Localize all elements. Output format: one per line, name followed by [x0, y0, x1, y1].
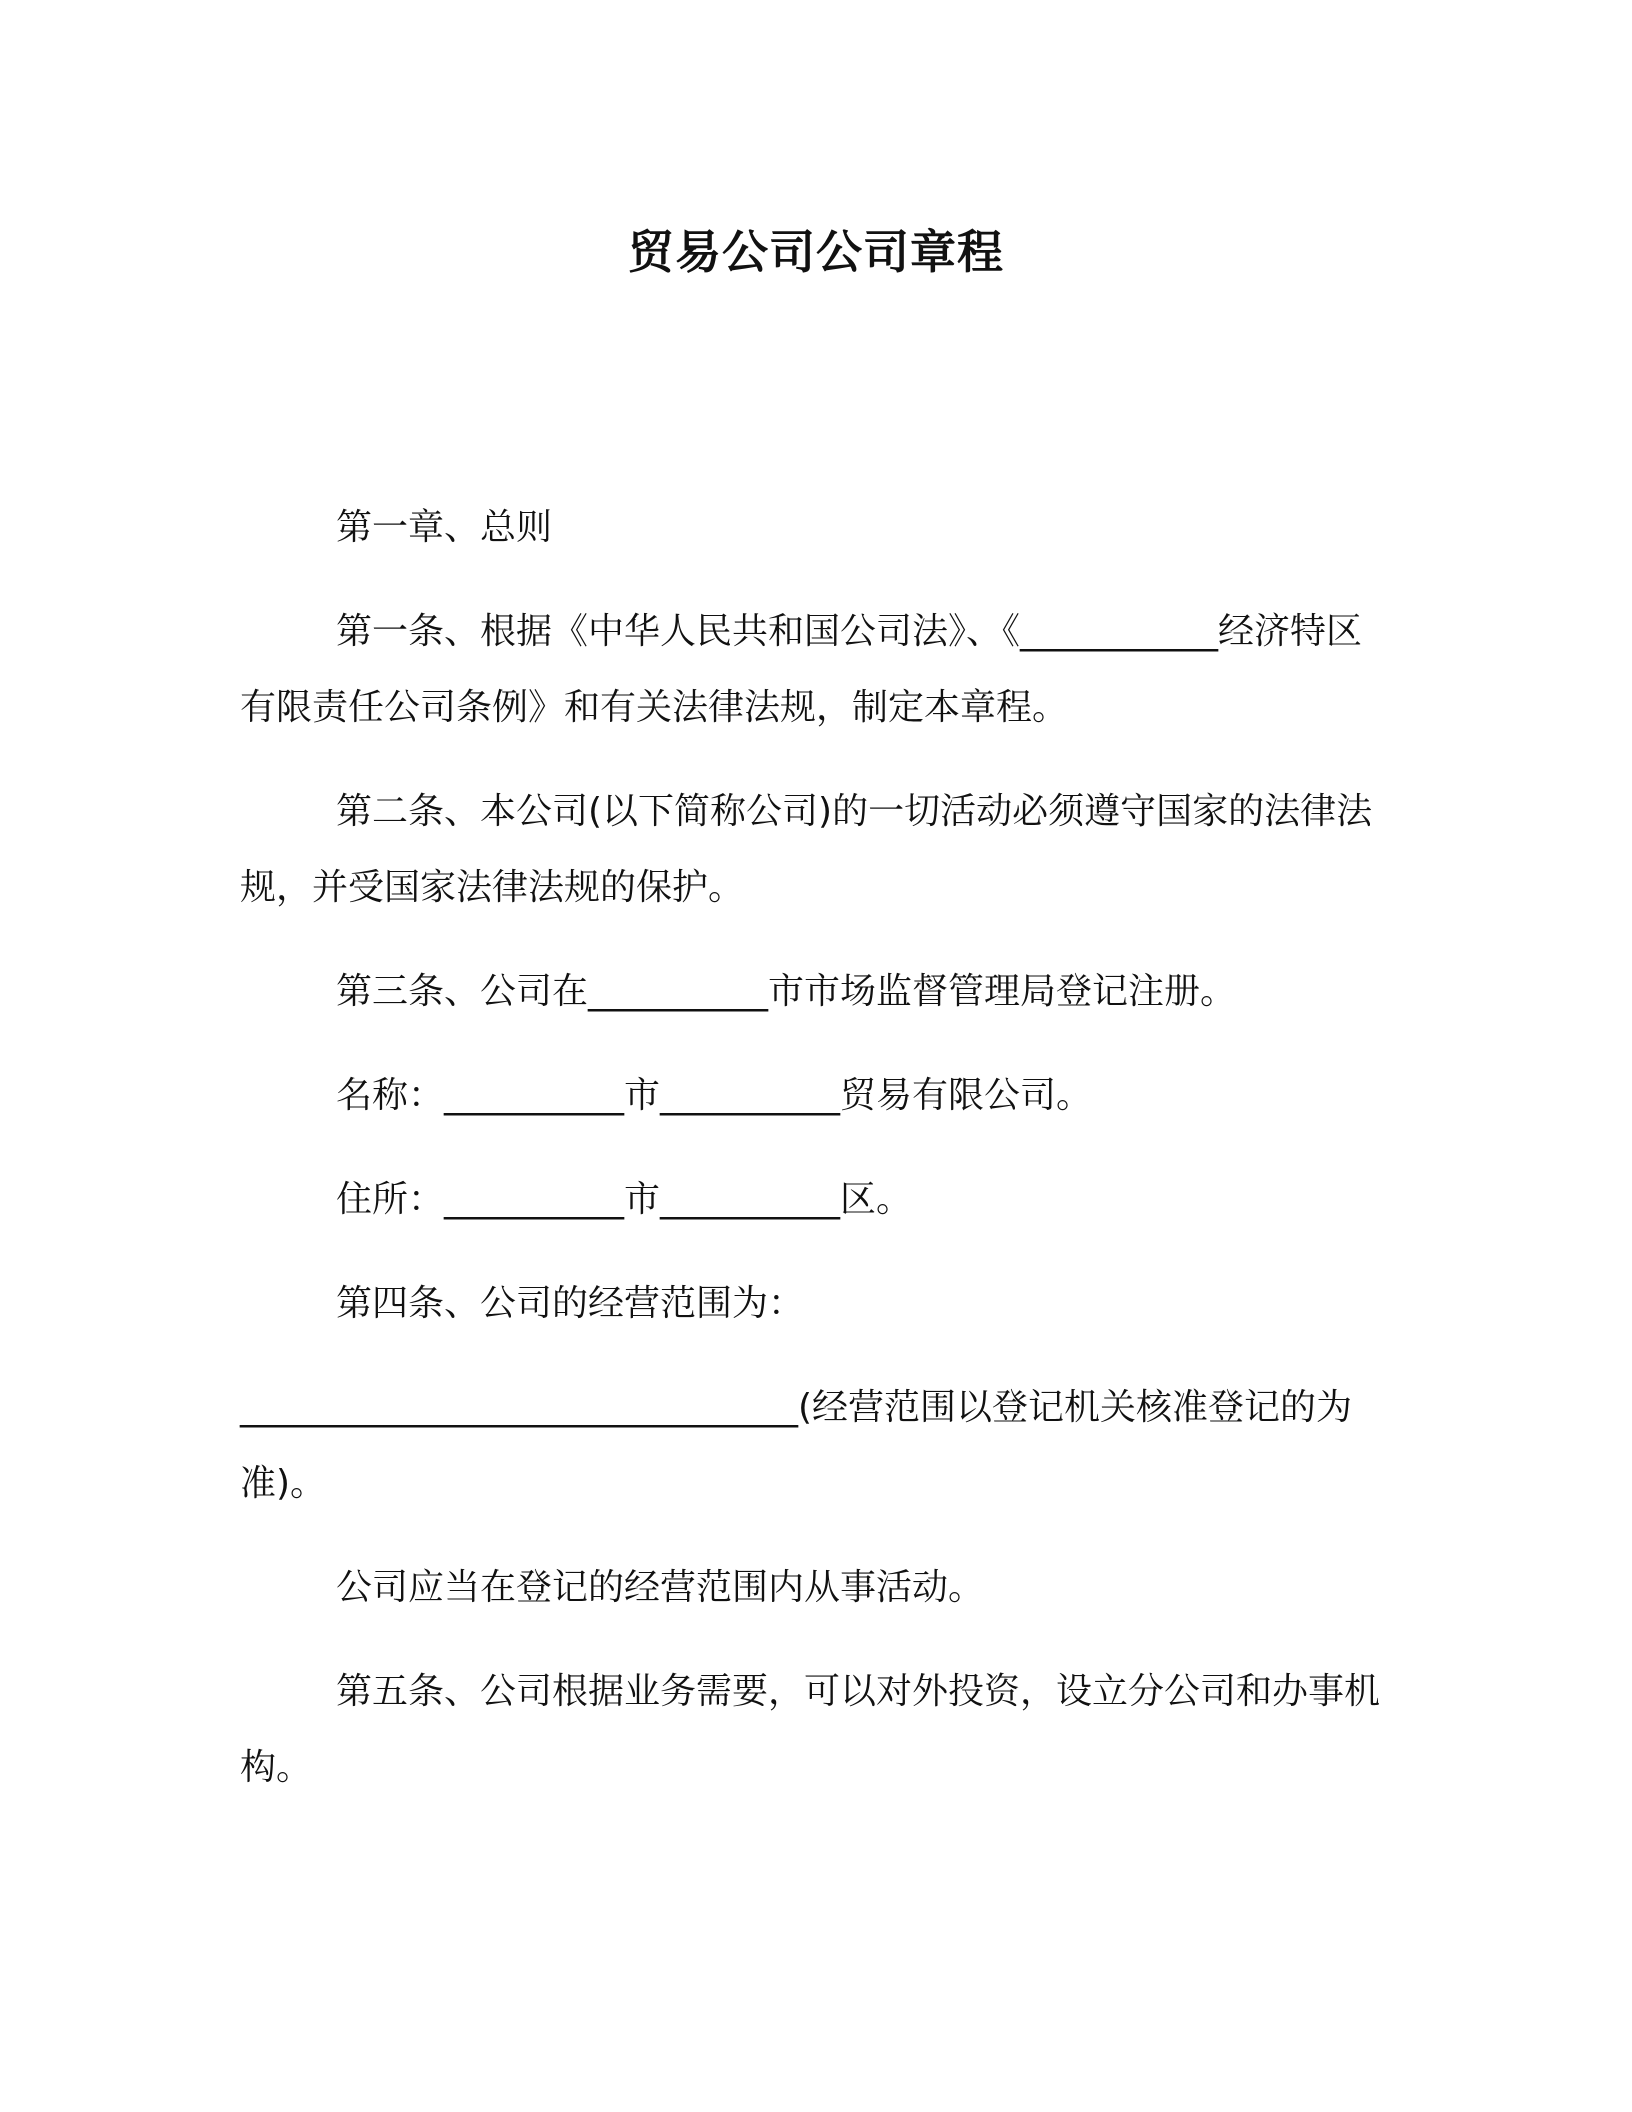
- document-body: [240, 490, 1380, 1834]
- company-name-line: 名称：__________市__________贸易有限公司。: [336, 1075, 1093, 1116]
- document-title: 贸易公司公司章程: [628, 225, 1004, 279]
- business-scope-note: 公司应当在登记的经营范围内从事活动。: [336, 1567, 985, 1608]
- article-1: 第一条、根据《中华人民共和国公司法》、《___________经济特区有限责任公司条例》和有关法律法规，制定本章程。: [240, 611, 1363, 728]
- article-4: 第四条、公司的经营范围为：: [336, 1283, 805, 1324]
- company-address-line: 住所：__________市__________区。: [336, 1179, 913, 1220]
- article-5: 第五条、公司根据业务需要，可以对外投资，设立分公司和办事机构。: [240, 1671, 1381, 1788]
- article-2: 第二条、本公司(以下简称公司)的一切活动必须遵守国家的法律法规，并受国家法律法规的保护。: [240, 791, 1373, 908]
- article-3: 第三条、公司在__________市市场监督管理局登记注册。: [336, 971, 1237, 1012]
- chapter-heading: 第一章、总则: [336, 507, 553, 548]
- business-scope-line: _______________________________(经营范围以登记机关核准登记的为准)。: [240, 1387, 1353, 1504]
